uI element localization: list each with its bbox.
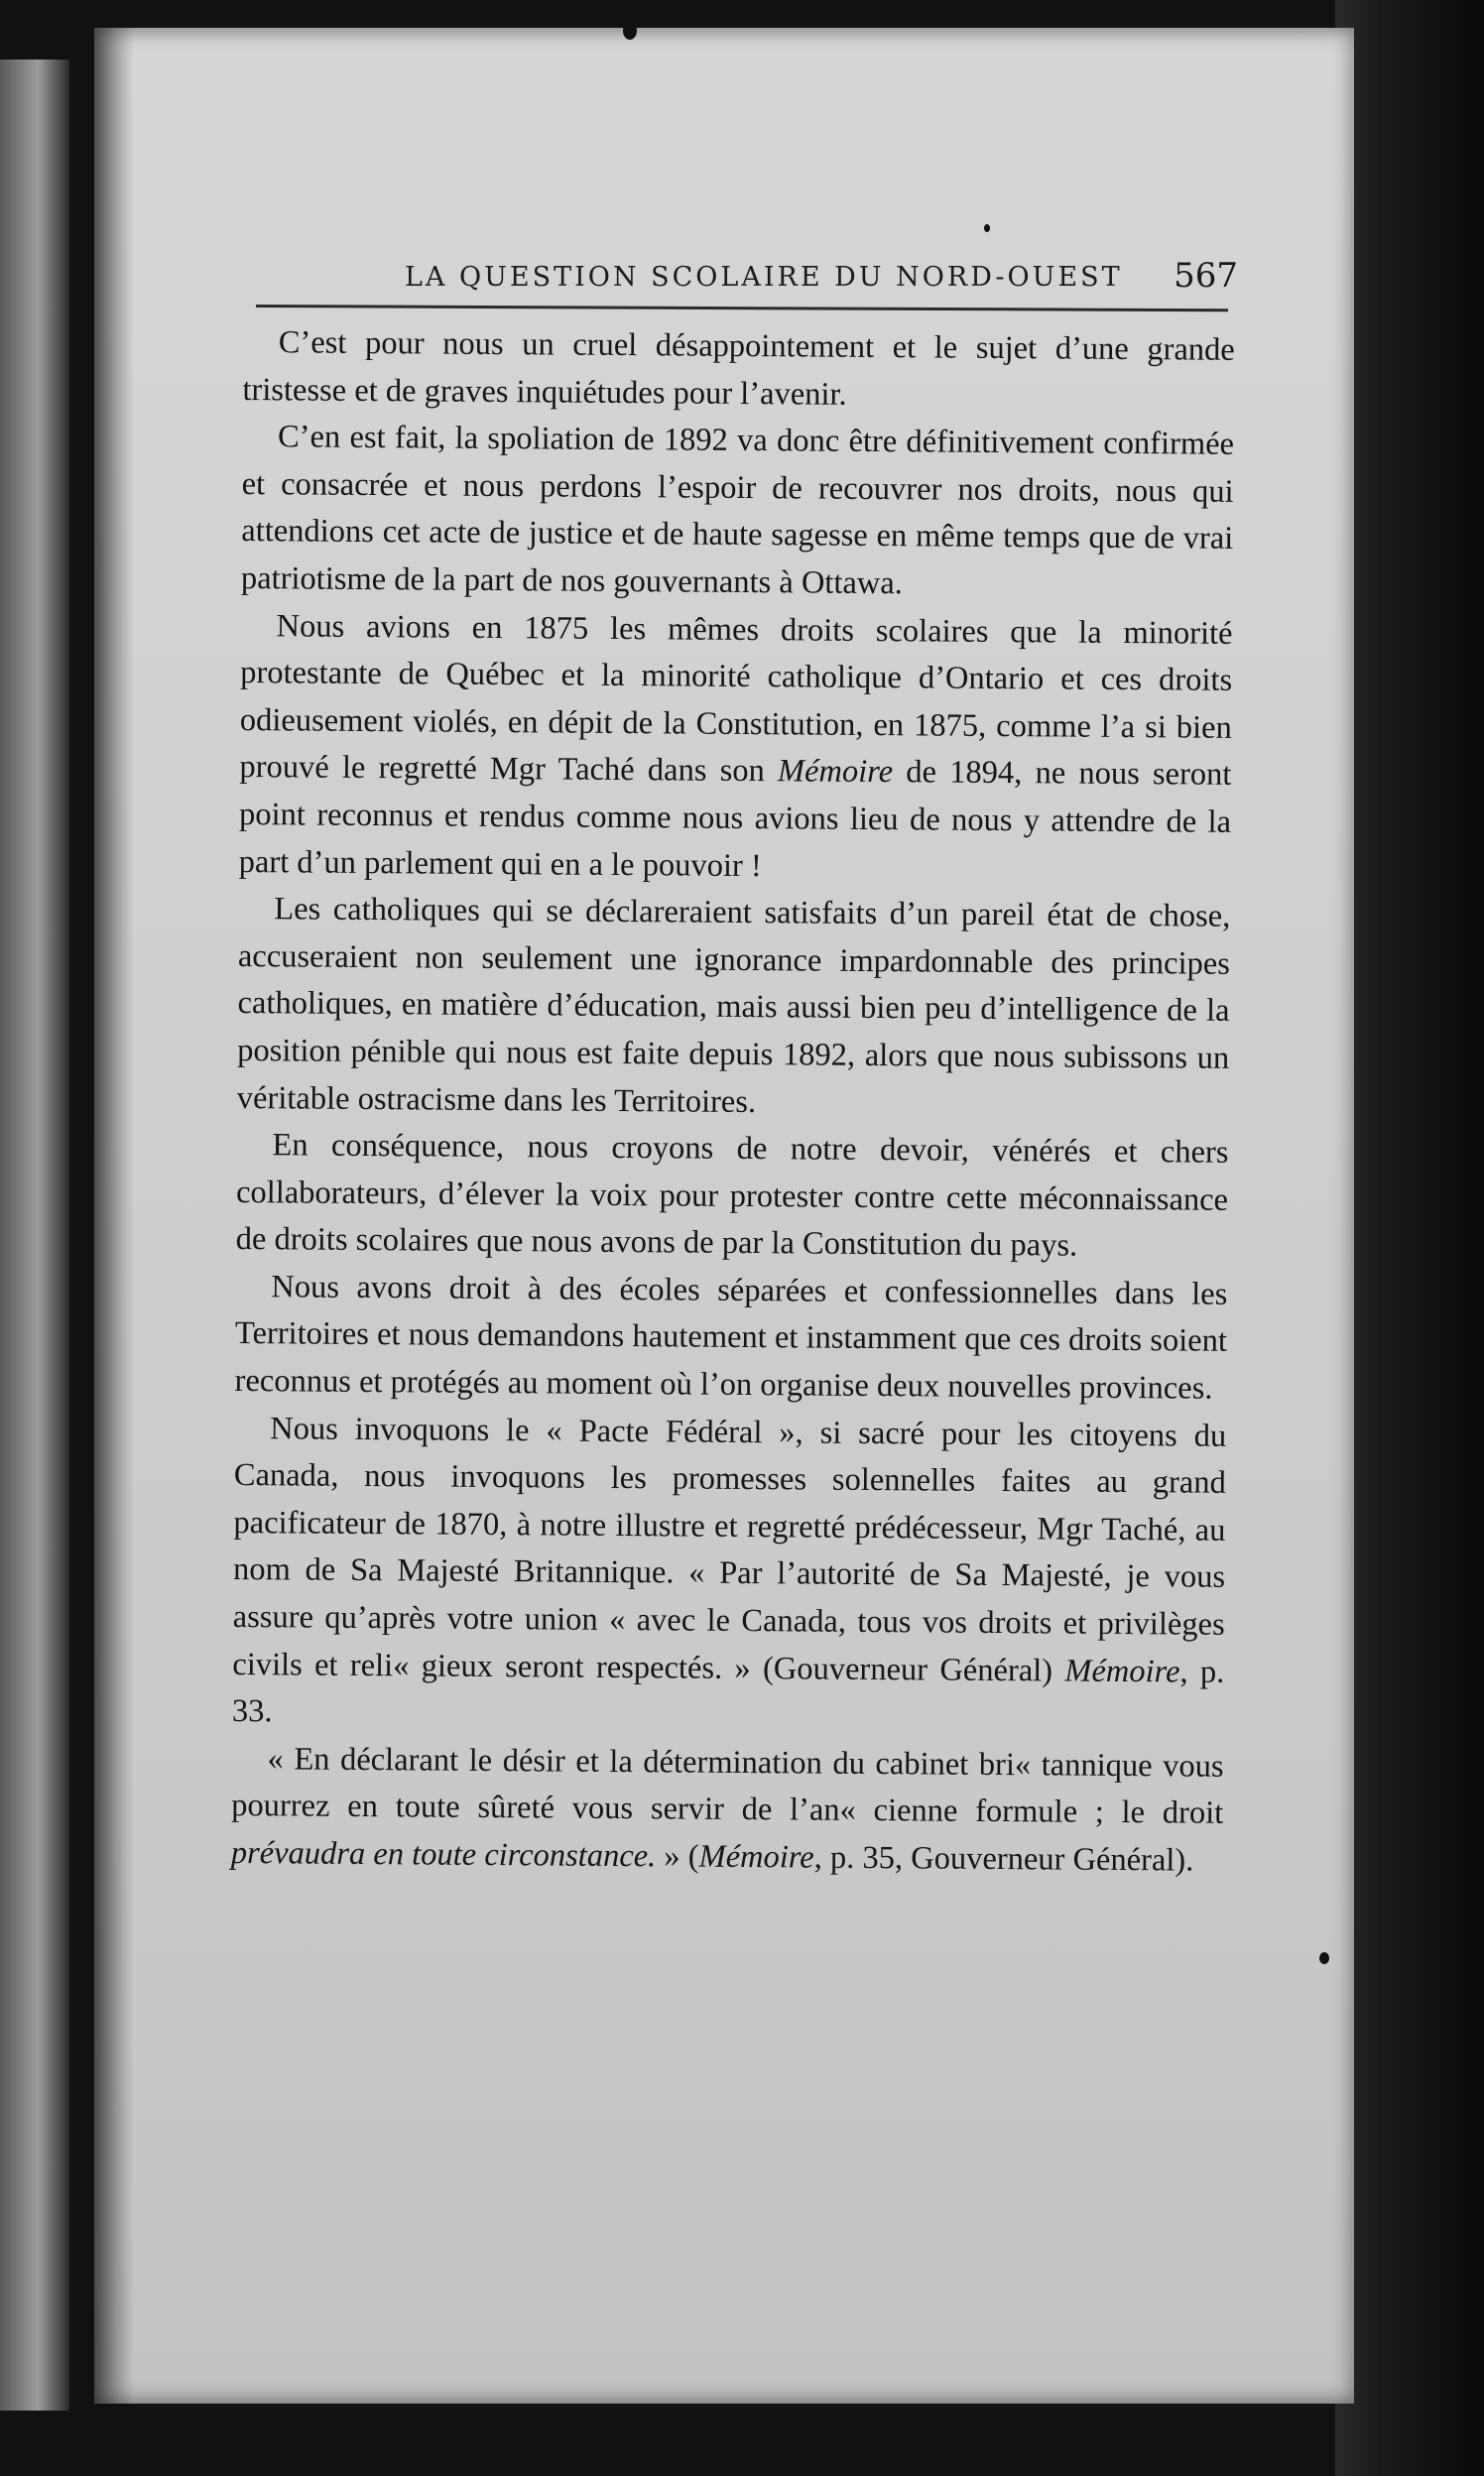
text-run: Nous avions en 1875 les mêmes droits scolaires que la minorité protestante de Québec et la minorité catholique d’Ontario et ces droits odieusement violés, en dépit de la Constitution, en 1875, comme l’a si bien prouvé le regretté Mgr Taché dans son <box>239 607 1233 790</box>
text-run: Les catholiques qui se déclareraient satisfaits d’un pareil état de chose, accuseraient non seulement une ignorance impardonnable des principes catholiques, en matière d’éducation, mais aussi bien peu d’intelligence de la position pénible qui nous est faite depuis 1892, alors que nous subissons un véritable ostracisme dans les Territoires. <box>236 891 1231 1120</box>
gutter-shadow <box>94 28 134 2404</box>
text-run: Nous avons droit à des écoles séparées et confessionnelles dans les Territoires et nous demandons hautement et instamment que ces droits soient reconnus et protégés au moment où l’on organise deux nouvelles provinces. <box>234 1269 1228 1407</box>
scan-speck <box>1319 1952 1329 1964</box>
body-text <box>231 319 1235 1885</box>
paragraph <box>236 1122 1229 1272</box>
scan-speck <box>984 224 990 232</box>
italic-run: Mémoire <box>698 1838 814 1876</box>
text-run: , p. 35, Gouverneur Général). <box>813 1839 1194 1879</box>
italic-run: Mémoire <box>777 753 894 791</box>
paragraph <box>237 886 1231 1130</box>
text-run: » ( <box>656 1838 699 1875</box>
facing-page-edge <box>0 60 69 2411</box>
paragraph <box>234 1264 1227 1414</box>
paragraph <box>242 319 1235 422</box>
italic-run: prévaudra en toute circonstance. <box>230 1834 657 1875</box>
paragraph <box>239 603 1233 894</box>
text-run: , p. 33. <box>231 1654 1225 1730</box>
scan-speck <box>623 22 637 40</box>
scan-margin-right <box>1335 0 1484 2476</box>
scan-speck <box>506 14 514 28</box>
text-run: de 1894, ne nous seront point reconnus et rendus comme nous avions lieu de nous y attendre de la part d’un parlement qui en a le pouvoir ! <box>238 754 1232 884</box>
paragraph <box>231 1736 1224 1886</box>
running-head-title: LA QUESTION SCOLAIRE DU NORD-OUEST <box>405 262 1123 293</box>
paragraph <box>241 414 1234 610</box>
text-run: En conséquence, nous croyons de notre devoir, vénérés et chers collaborateurs, d’élever la voix pour protester contre cette méconnaissance de droits scolaires que nous avons de par la Constitution du pays. <box>235 1127 1229 1264</box>
text-run: C’en est fait, la spoliation de 1892 va donc être définitivement confirmée et consacrée et nous perdons l’espoir de recouvrer nos droits, nous qui attendions cet acte de justice et de haute sagesse en même temps que de vrai patriotisme de la part de nos gouvernants à Ottawa. <box>240 419 1235 602</box>
text-run: C’est pour nous un cruel désappointement et le sujet d’une grande tristesse et de graves inquiétudes pour l’avenir. <box>242 324 1235 413</box>
paragraph <box>232 1406 1227 1744</box>
page-number: 567 <box>1174 256 1238 296</box>
text-run: Nous invoquons le « Pacte Fédéral », si sacré pour les citoyens du Canada, nous invoquons les promesses solennelles faites au grand pacificateur de 1870, à notre illustre et regretté prédécesseur, Mgr Taché, au nom de Sa Majesté Britannique. « Par l’autorité de Sa Majesté, je vous assure qu’après votre union « avec le Canada, tous vos droits et privilèges civils et reli« gieux seront respectés. » (Gouverneur Général) <box>232 1410 1227 1689</box>
text-run: « En déclarant le désir et la détermination du cabinet bri« tannique vous pourrez en toute sûreté vous servir de l’an« cienne formule ; le droit <box>231 1741 1224 1832</box>
running-head <box>256 256 1238 310</box>
italic-run: Mémoire <box>1064 1653 1180 1690</box>
